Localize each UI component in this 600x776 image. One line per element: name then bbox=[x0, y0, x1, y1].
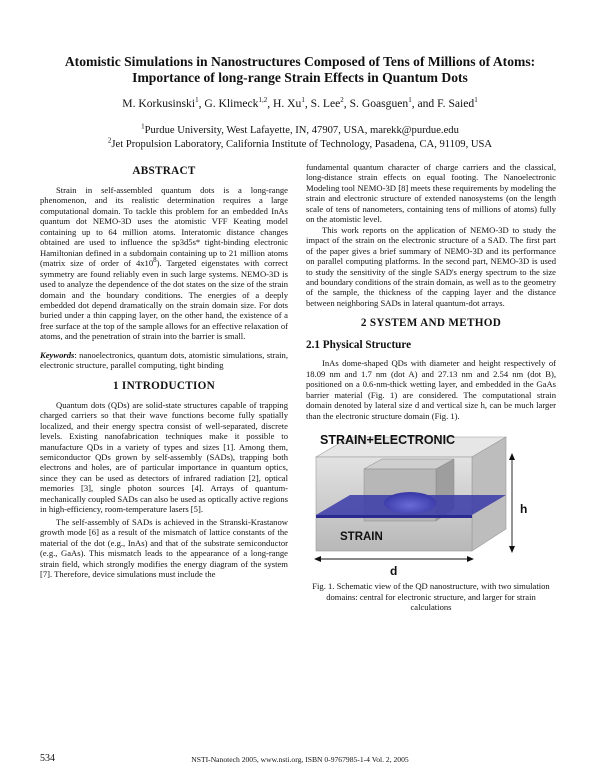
quantum-dot bbox=[384, 492, 436, 514]
abstract-heading: ABSTRACT bbox=[132, 165, 196, 177]
wetting-layer-edge bbox=[316, 515, 472, 518]
height-arrow bbox=[509, 453, 515, 553]
label-strain: STRAIN bbox=[340, 531, 383, 544]
paper-title bbox=[40, 54, 560, 86]
intro-paragraph-2: The self-assembly of SADs is achieved in the Stranski-Krastanow growth mode [6] as a result of the mismatch of lattice constants of the material of the dot (e.g., InAs) and that of the substrate semiconductor (e.g., GaAs). This mismatch leads to the appearance of a long-range strain field, which strongly modifies the energy diagram of the system [7]. Therefore, device simulations must include the bbox=[40, 516, 288, 579]
width-arrow bbox=[314, 556, 474, 562]
intro-heading: 1 INTRODUCTION bbox=[112, 379, 216, 392]
label-d: d bbox=[390, 564, 398, 578]
physical-structure-paragraph: InAs dome-shaped QDs with diameter and height respectively of 18.09 nm and 1.7 nm (dot A) and 27.13 nm and 2.54 nm (dot B), positioned on a 0.6-nm-thick wetting layer, and embedded in the GaAs barrier material (Fig. 1) are considered. The computational strain domain denoted by lateral size d and vertical size h, can be much larger than the electronic structure domain (Fig. 1). bbox=[306, 358, 556, 421]
right-paragraph-1: fundamental quantum character of charge carriers and the classical, long-distance strain effects on equal footing. The Nanoelectronic Modeling tool NEMO-3D [8] meets these requirements by modeling the strain and electronic structure of extended nanosystems (on the length scale of tens of nanometers, containing tens of millions of atoms) fully on the atomistic level. bbox=[306, 162, 556, 225]
figure-1 bbox=[306, 429, 556, 577]
affiliation-1: $^1$Purdue University, West Lafayette, IN, 47907, USA, marekk@purdue.edu bbox=[141, 122, 459, 136]
subsection-heading: 2.1 Physical Structure bbox=[306, 339, 412, 352]
page-number: 534 bbox=[40, 753, 55, 764]
footer-citation: NSTI-Nanotech 2005, www.nsti.org, ISBN 0-9767985-1-4 Vol. 2, 2005 bbox=[191, 755, 409, 764]
abstract-text: Strain in self-assembled quantum dots is a long-range phenomenon, and its realistic determination requires a large computational domain. To tackle this problem for an embedded InAs quantum dot NEMO-3D uses the atomistic VFF Keating model containing up to 64 million atoms. Interatomic distance changes obtained are used to influence the sp3d5s* tight-binding electronic Hamiltonian defined in a subdomain containing up to 21 million atoms (matrix size of order of $4x10^8$). Targeted eigenstates with correct symmetry are found reliably even in such large systems. NEMO-3D is used to analyze the dependence of the dot states on the size of the strain domain and the boundary conditions. The energies of a deeply embedded dot depend dramatically on the strain domain size. For dots buried under a thin capping layer, on the other hand, the existence of a free surface at the top of the sample allows for an effective relaxation of atoms, and the penetration of strain into the barrier is small. bbox=[40, 185, 288, 342]
title-line-1: Atomistic Simulations in Nanostructures Composed of Tens of Millions of Atoms: bbox=[64, 54, 536, 69]
author: G. Klimeck$^{1,2}$, bbox=[204, 96, 274, 110]
left-column bbox=[40, 164, 288, 579]
right-paragraph-2: This work reports on the application of NEMO-3D to study the impact of the strain on the electronic structure of a SAD. The first part of the paper gives a brief summary of NEMO-3D and its performance on parallel computing platforms. In the second part, NEMO-3D is used to study the sensitivity of the single SAD's energy spectrum to the size and boundary conditions of the strain domain, as well as to the geometry of the sample, the thickness of the capping layer and the distance between neighboring SADs in lateral quantum-dot arrays. bbox=[306, 224, 556, 308]
qd-schematic bbox=[306, 429, 556, 577]
author: S. Goasguen$^1$, and bbox=[349, 96, 438, 110]
keywords-label: Keywords bbox=[40, 349, 75, 360]
keywords: Keywords: nanoelectronics, quantum dots, atomistic simulations, strain, electronic structure, parallel computing, tight binding bbox=[40, 349, 288, 371]
author-list bbox=[40, 97, 560, 111]
label-h: h bbox=[520, 502, 528, 517]
intro-paragraph-1: Quantum dots (QDs) are solid-state structures capable of trapping charged carriers so that their wave functions become fully spatially localized, and their energy spectra consist of well-separated, discrete levels. Existing nanofabrication techniques make it possible to manufacture QDs in a variety of types and sizes [1]. Among them, semiconductor QDs grown by self-assembly (SADs), trapping both electrons and holes, are of particular importance in quantum optics, since they can be used as detectors of infrared radiation [2], optical memories [3], single photon sources [4]. Arrays of quantum-mechanically coupled SADs can also be used as optically active regions in high-efficiency, room-temperature lasers [5]. bbox=[40, 399, 288, 515]
affiliation-2: $^2$Jet Propulsion Laboratory, California Institute of Technology, Pasadena, CA, 91109, USA bbox=[107, 136, 493, 150]
author: H. Xu$^1$, bbox=[273, 96, 311, 110]
affiliations bbox=[40, 124, 560, 152]
author: F. Saied$^1$ bbox=[437, 96, 478, 110]
author: M. Korkusinski$^1$, bbox=[122, 96, 205, 110]
figure-caption: Fig. 1. Schematic view of the QD nanostructure, with two simulation domains: central for electronic structure, and larger for strain calculations bbox=[312, 581, 550, 613]
right-column bbox=[306, 162, 556, 613]
title-line-2: Importance of long-range Strain Effects in Quantum Dots bbox=[132, 70, 468, 85]
label-strain-electronic: STRAIN+ELECTRONIC bbox=[320, 432, 456, 447]
author: S. Lee$^2$, bbox=[310, 96, 350, 110]
section2-heading: 2 SYSTEM AND METHOD bbox=[360, 317, 502, 330]
